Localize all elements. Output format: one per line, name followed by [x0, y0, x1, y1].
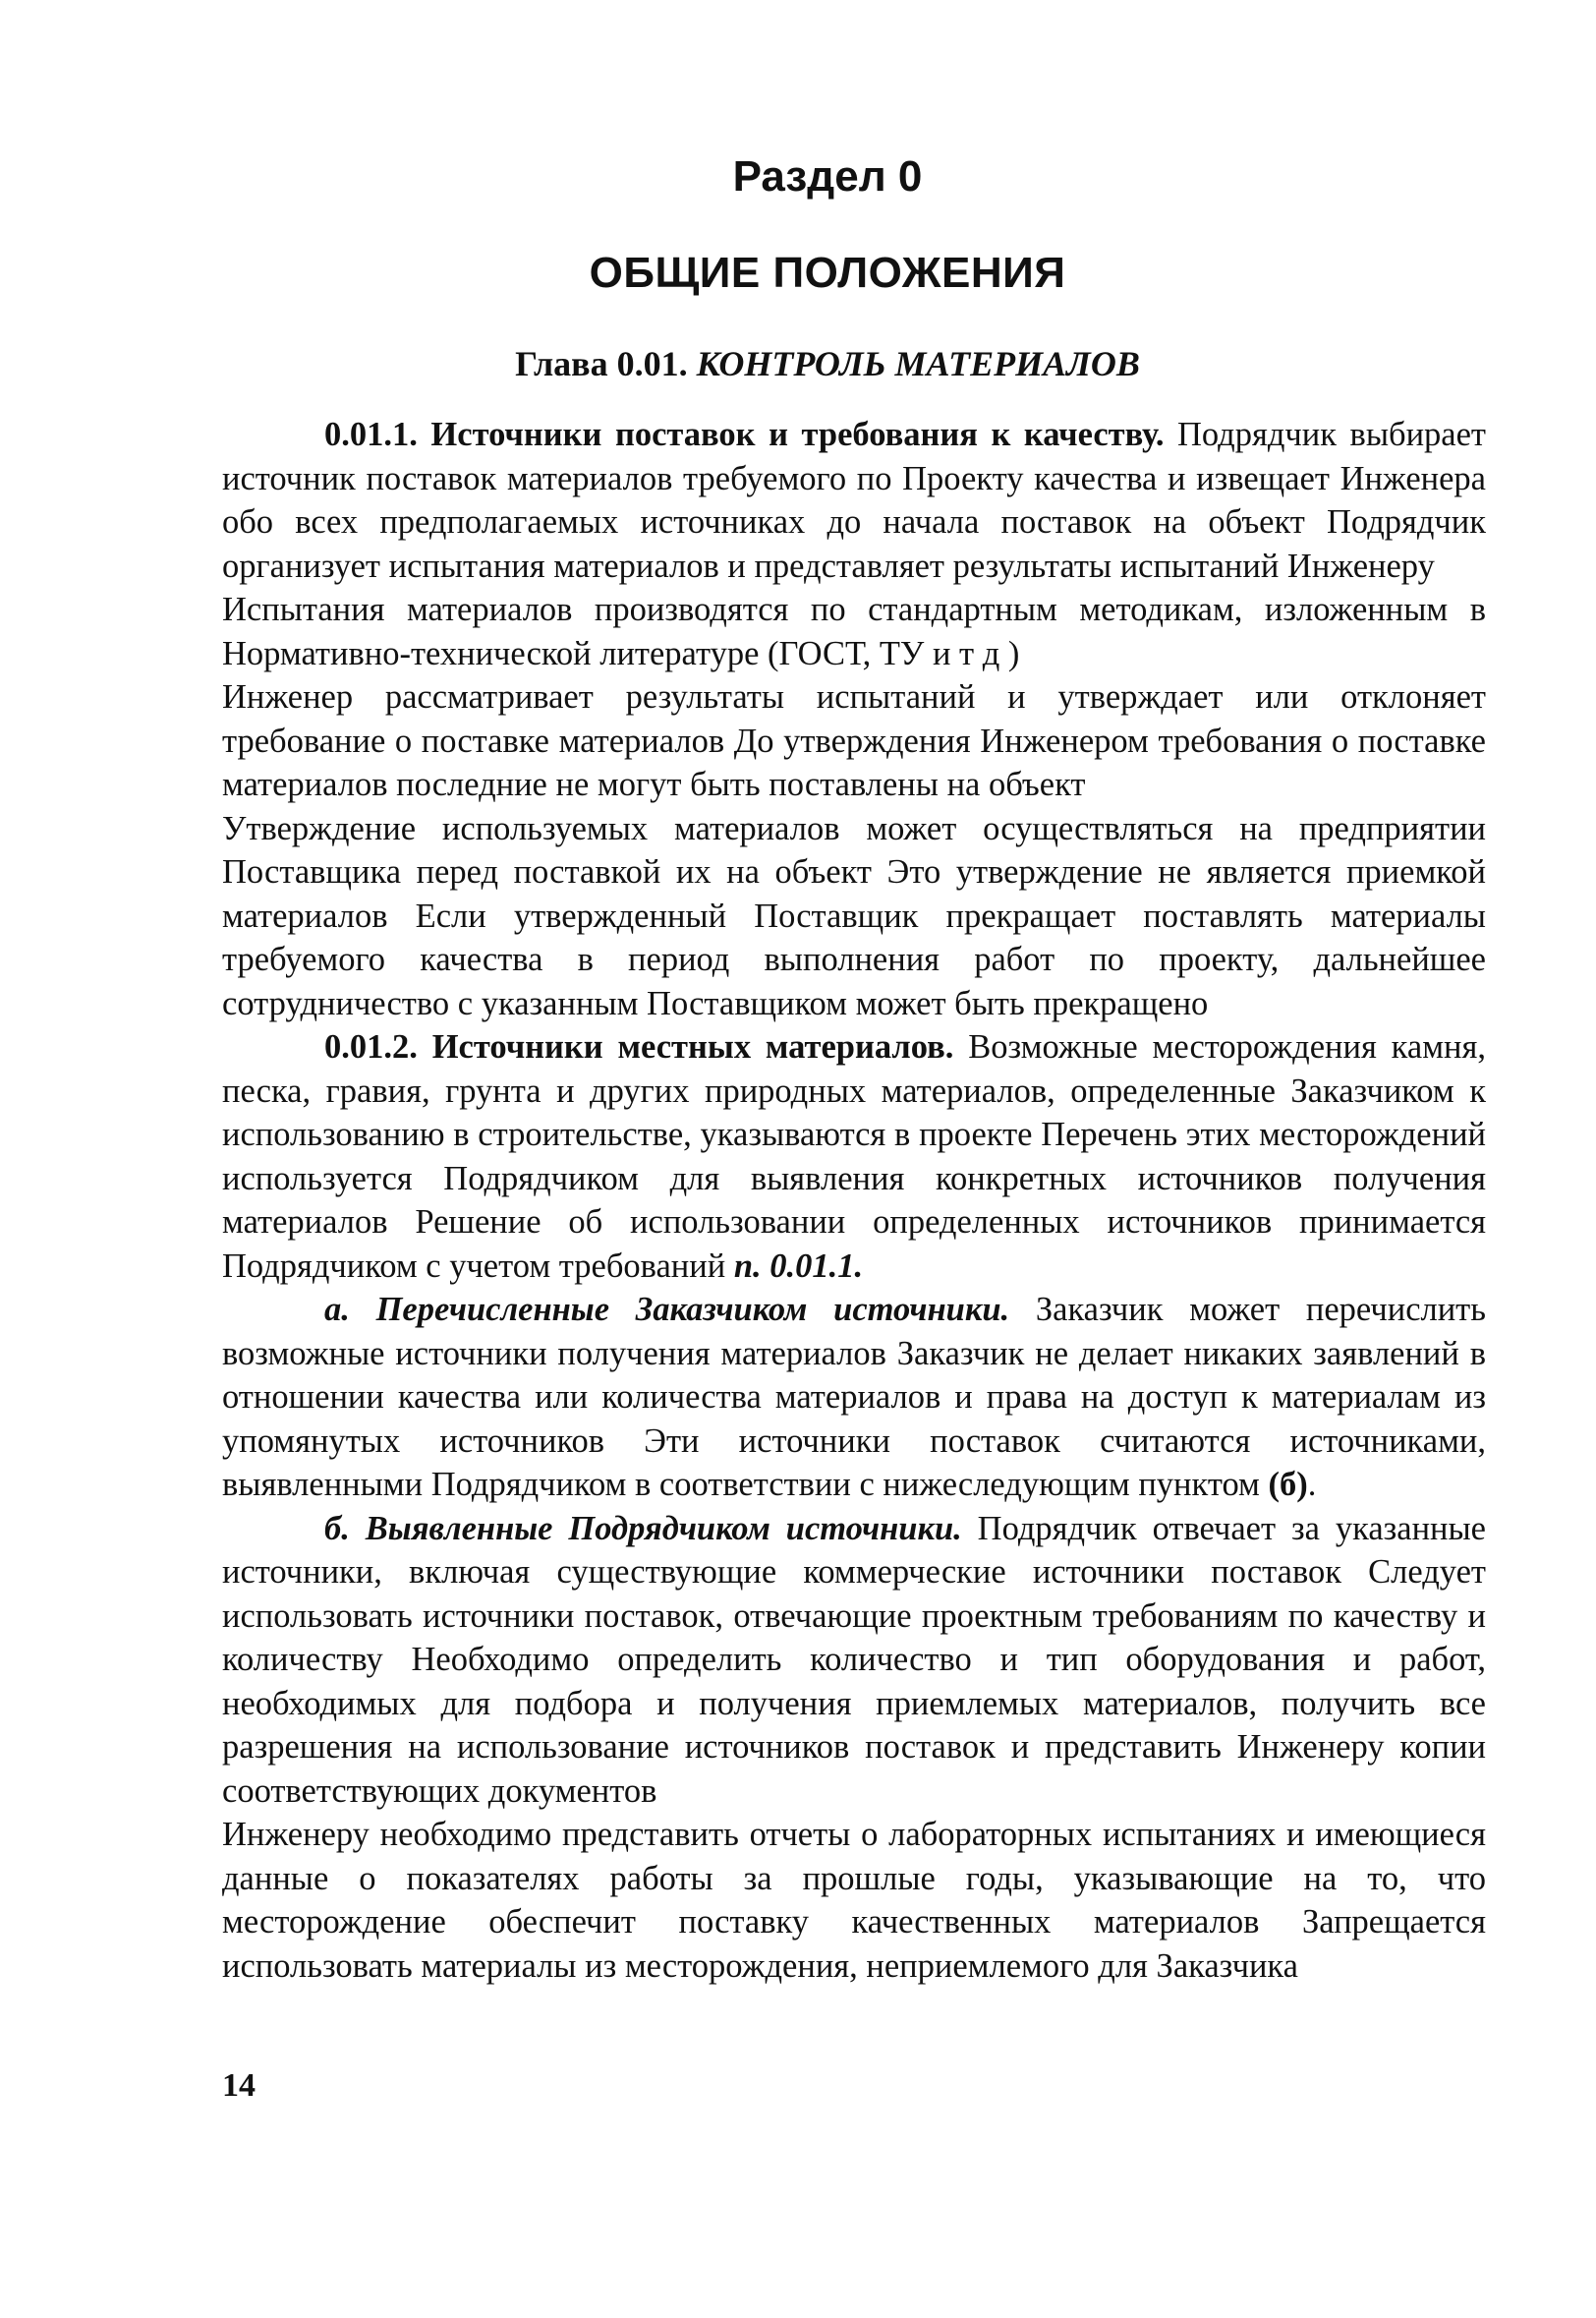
chapter-title [0, 341, 1596, 386]
paragraph-engineer-review: Инженер рассматривает результаты испытаний и утверждает или отклоняет требование о поставке материалов До утверждения Инженером требования о поставке материалов последние не могут быть поставлены на объект [222, 678, 1486, 803]
item-a-tail: . [1307, 1466, 1317, 1503]
item-b-heading: б. Выявленные Подрядчиком источники. [324, 1509, 962, 1547]
section-subtitle: ОБЩИЕ ПОЛОЖЕНИЯ [589, 249, 1066, 297]
clause-text-0-01-2: Возможные месторождения камня, песка, гравия, грунта и других природных материалов, определенные Заказчиком к использованию в строительстве, указываются в проекте Перечень этих месторождений используется Подрядчиком для выявления конкретных источников получения материалов Решение об использовании определенных источников принимается Подрядчиком с учетом требований [222, 1028, 1486, 1285]
item-a-heading: а. Перечисленные Заказчиком источники. [324, 1291, 1010, 1328]
chapter-prefix: Глава 0.01. [515, 344, 697, 383]
clause-text-0-01-1: Подрядчик выбирает источник поставок материалов требуемого по Проекту качества и извещает Инженера обо всех предполагаемых источниках до начала поставок на объект Подрядчик организует испытания материалов и представляет результаты испытаний Инженеру [222, 416, 1486, 585]
paragraph-0-01-1 [222, 413, 1486, 588]
clause-heading-0-01-2: 0.01.2. Источники местных материалов. [324, 1028, 954, 1066]
item-a-reference: (б) [1268, 1466, 1308, 1503]
clause-heading-0-01-1: 0.01.1. Источники поставок и требования к качеству. [324, 416, 1165, 453]
item-a-text: Заказчик может перечислить возможные источники получения материалов Заказчик не делает никаких заявлений в отношении качества или количества материалов и права на доступ к материалам из упомянутых источников Эти источники поставок считаются источниками, выявленными Подрядчиком в соответствии с нижеследующим пунктом [222, 1291, 1486, 1503]
item-b-text: Подрядчик отвечает за указанные источники, включая существующие коммерческие источники поставок Следует использовать источники поставок, отвечающие проектным требованиям по качеству и количеству Необходимо определить количество и тип оборудования и работ, необходимых для подбора и получения приемлемых материалов, получить все разрешения на использование источников поставок и представить Инженеру копии соответствующих документов [222, 1509, 1486, 1810]
paragraph-lab-reports: Инженеру необходимо представить отчеты о лабораторных испытаниях и имеющиеся данные о показателях работы за прошлые годы, указывающие на то, что месторождение обеспечит поставку качественных материалов Запрещается использовать материалы из месторождения, неприемлемого для Заказчика [222, 1816, 1486, 1985]
page-number: 14 [222, 2067, 256, 2104]
body-text [222, 413, 1486, 1988]
section-title: Раздел 0 [732, 152, 923, 201]
paragraph-approval: Утверждение используемых материалов может осуществляться на предприятии Поставщика перед поставкой их на объект Это утверждение не является приемкой материалов Если утвержденный Поставщик прекращает поставлять материалы требуемого качества в период выполнения работ по проекту, дальнейшее сотрудничество с указанным Поставщиком может быть прекращено [222, 809, 1486, 1022]
clause-reference: п. 0.01.1. [733, 1246, 864, 1285]
paragraph-item-b [222, 1507, 1486, 1814]
paragraph-item-a [222, 1288, 1486, 1507]
paragraph-0-01-2 [222, 1025, 1486, 1288]
paragraph-tests: Испытания материалов производятся по стандартным методикам, изложенным в Нормативно-технической литературе (ГОСТ, ТУ и т д ) [222, 591, 1486, 672]
chapter-name: КОНТРОЛЬ МАТЕРИАЛОВ [696, 344, 1140, 383]
